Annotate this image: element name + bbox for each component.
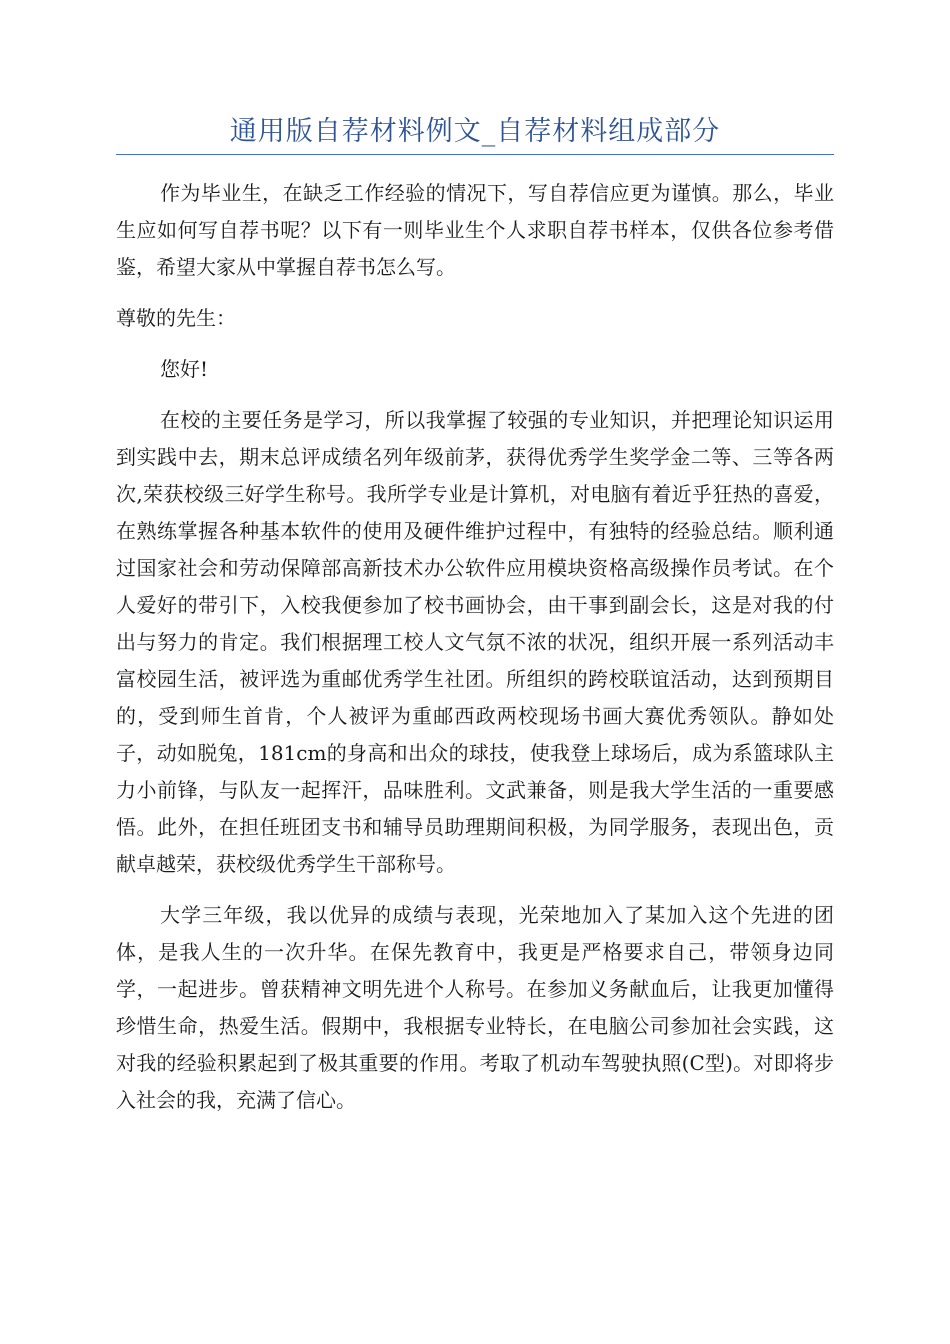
intro-paragraph: 作为毕业生，在缺乏工作经验的情况下，写自荐信应更为谨慎。那么，毕业生应如何写自荐书呢？以下有一则毕业生个人求职自荐书样本，仅供各位参考借鉴，希望大家从中掌握自荐书怎么写。	[116, 181, 834, 279]
document-title: 通用版自荐材料例文_自荐材料组成部分	[229, 116, 721, 147]
document-body	[116, 175, 834, 1133]
greeting: 您好!	[160, 357, 209, 381]
salutation: 尊敬的先生：	[116, 306, 236, 330]
third-year-paragraph: 大学三年级，我以优异的成绩与表现，光荣地加入了某加入这个先进的团体，是我人生的一次升华。在保先教育中，我更是严格要求自己，带领身边同学，一起进步。曾获精神文明先进个人称号。在参加义务献血后，让我更加懂得珍惜生命，热爱生活。假期中，我根据专业特长，在电脑公司参加社会实践，这对我的经验积累起到了极其重要的作用。考取了机动车驾驶执照(C型)。对即将步入社会的我，充满了信心。	[116, 903, 834, 1112]
study-experience-paragraph: 在校的主要任务是学习，所以我掌握了较强的专业知识，并把理论知识运用到实践中去，期末总评成绩名列年级前茅，获得优秀学生奖学金二等、三等各两次,荣获校级三好学生称号。我所学专业是计算机，对电脑有着近乎狂热的喜爱，在熟练掌握各种基本软件的使用及硬件维护过程中，有独特的经验总结。顺利通过国家社会和劳动保障部高新技术办公软件应用模块资格高级操作员考试。在个人爱好的带引下，入校我便参加了校书画协会，由干事到副会长，这是对我的付出与努力的肯定。我们根据理工校人文气氛不浓的状况，组织开展一系列活动丰富校园生活，被评选为重邮优秀学生社团。所组织的跨校联谊活动，达到预期目的，受到师生首肯，个人被评为重邮西政两校现场书画大赛优秀领队。静如处子，动如脱兔，181cm的身高和出众的球技，使我登上球场后，成为系篮球队主力小前锋，与队友一起挥汗，品味胜利。文武兼备，则是我大学生活的一重要感悟。此外，在担任班团支书和辅导员助理期间积极，为同学服务，表现出色，贡献卓越荣，获校级优秀学生干部称号。	[116, 408, 834, 876]
title-underline	[116, 154, 834, 155]
